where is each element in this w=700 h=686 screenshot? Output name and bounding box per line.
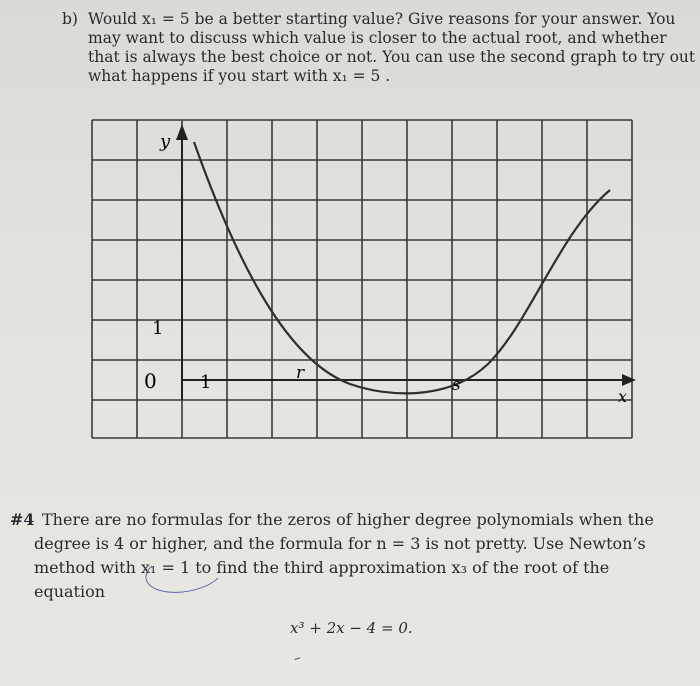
graph-figure bbox=[90, 112, 638, 446]
equation: x³ + 2x − 4 = 0. bbox=[290, 619, 413, 637]
y-axis-label: y bbox=[160, 131, 171, 152]
y-tick-label: 1 bbox=[152, 318, 164, 339]
question-4-line-1: There are no formulas for the zeros of higher degree polynomials when the bbox=[42, 510, 654, 529]
question-4-number: #4 bbox=[10, 510, 35, 529]
question-b-line-1: Would x₁ = 5 be a better starting value? Give reasons for your answer. You bbox=[88, 10, 676, 28]
question-b-label: b) bbox=[62, 10, 78, 28]
root-s-label: s bbox=[452, 375, 461, 395]
root-r-label: r bbox=[296, 363, 305, 383]
question-b-line-3: that is always the best choice or not. You can use the second graph to try out bbox=[88, 48, 696, 66]
graph-grid bbox=[92, 120, 632, 438]
y-axis-arrow bbox=[176, 124, 188, 140]
question-b-line-2: may want to discuss which value is closer to the actual root, and whether bbox=[88, 29, 667, 47]
question-b-line-4: what happens if you start with x₁ = 5 . bbox=[88, 67, 391, 85]
x-axis-arrow bbox=[622, 374, 636, 386]
x-axis-label: x bbox=[618, 387, 628, 406]
function-curve bbox=[194, 142, 610, 393]
question-4-line-2: degree is 4 or higher, and the formula for n = 3 is not pretty. Use Newton’s bbox=[34, 534, 646, 553]
x-tick-label: 1 bbox=[200, 372, 212, 393]
question-4-line-4: equation bbox=[34, 582, 106, 601]
pencil-mark bbox=[294, 657, 301, 663]
question-4-line-3: method with x₁ = 1 to find the third approximation x₃ of the root of the bbox=[34, 558, 610, 577]
origin-label: 0 bbox=[144, 369, 157, 393]
